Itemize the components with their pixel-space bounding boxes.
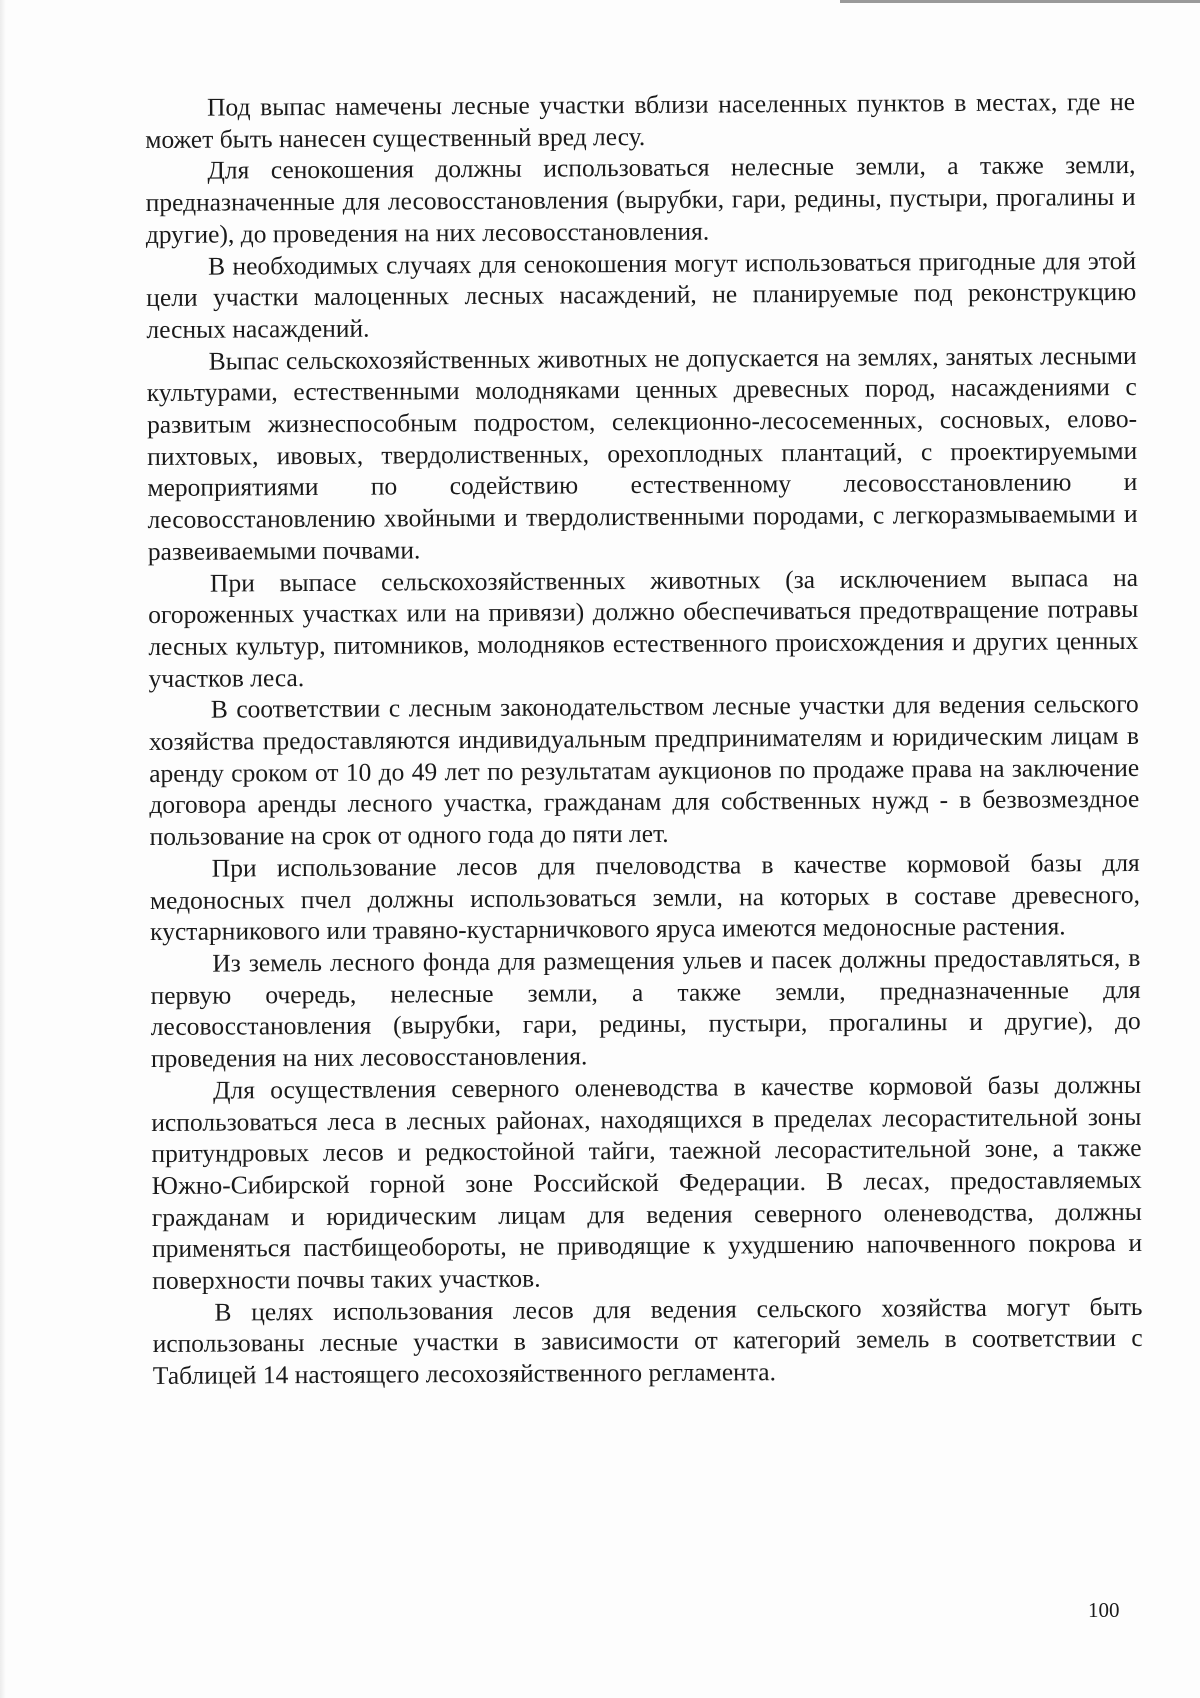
paragraph-apiary-placement: Из земель лесного фонда для размещения ульев и пасек должны предоставляться, в первую очередь, нелесные земли, а также земли, предназначенные для лесовосстановления (вырубки, гари, редины, пустыри, прогалины и другие), до проведения на них лесовосстановления. (150, 942, 1141, 1074)
paragraph-lease-terms: В соответствии с лесным законодательством лесные участки для ведения сельского хозяйства предоставляются индивидуальным предпринимателям и юридическим лицам в аренду сроком от 10 до 49 лет по результатам аукционов по продаже права на заключение договора аренды лесного участка, гражданам для собственных нужд - в безвозмездное пользование на срок от одного года до пяти лет. (148, 689, 1140, 852)
paragraph-table-reference: В целях использования лесов для ведения сельского хозяйства могут быть использованы лесные участки в зависимости от категорий земель в соответствии с Таблицей 14 настоящего лесохозяйственного регламента. (152, 1291, 1143, 1391)
scan-edge-shadow (0, 0, 6, 1698)
paragraph-reindeer-herding: Для осуществления северного оленеводства в качестве кормовой базы должны использоваться леса в лесных районах, находящихся в пределах лесорастительной зоны притундровых лесов и редкостойной тайги, таежной лесорастительной зоне, а также Южно-Сибирской горной зоне Российской Федерации. В лесах, предоставляемых гражданам и юридическим лицам для ведения северного оленеводства, должны применяться пастбищеобороты, не приводящие к ухудшению напочвенного покрова и поверхности почвы таких участков. (151, 1069, 1143, 1295)
paragraph-beekeeping: При использование лесов для пчеловодства в качестве кормовой базы для медоносных пчел должны использоваться земли, на которых в составе древесного, кустарникового или травяно-кустарничкового яруса имеются медоносные растения. (149, 847, 1141, 947)
paragraph-grazing-areas: Под выпас намечены лесные участки вблизи населенных пунктов в местах, где не может быть нанесен существенный вред лесу. (145, 86, 1136, 154)
paragraph-haymaking-lands: Для сенокошения должны использоваться нелесные земли, а также земли, предназначенные для лесовосстановления (вырубки, гари, редины, пустыри, прогалины и другие), до проведения на них лесовосстановления. (145, 150, 1136, 249)
page-number: 100 (1088, 1598, 1120, 1622)
paragraph-grazing-restrictions: Выпас сельскохозяйственных животных не допускается на землях, занятых лесными культурами, естественными молодняками ценных древесных пород, насаждениями с развитым жизнеспособным подростом, селекционно-лесосеменных, сосновых, елово-пихтовых, ивовых, твердолиственных, орехоплодных плантаций, с проектируемыми мероприятиями по содействию естественному лесовосстановлению и лесовосстановлению хвойными и твердолиственными породами, с легкоразмываемыми и развеиваемыми почвами. (146, 340, 1138, 566)
paragraph-haymaking-low-value-stands: В необходимых случаях для сенокошения могут использоваться пригодные для этой цели участки малоценных лесных насаждений, не планируемые под реконструкцию лесных насаждений. (146, 245, 1137, 344)
paragraph-grazing-protection: При выпасе сельскохозяйственных животных (за исключением выпаса на огороженных участках или на привязи) должно обеспечиваться предотвращение потравы лесных культур, питомников, молодняков естественного происхождения и других ценных участков леса. (148, 562, 1139, 693)
body-text (145, 86, 1143, 1392)
top-border-line (840, 0, 1200, 3)
